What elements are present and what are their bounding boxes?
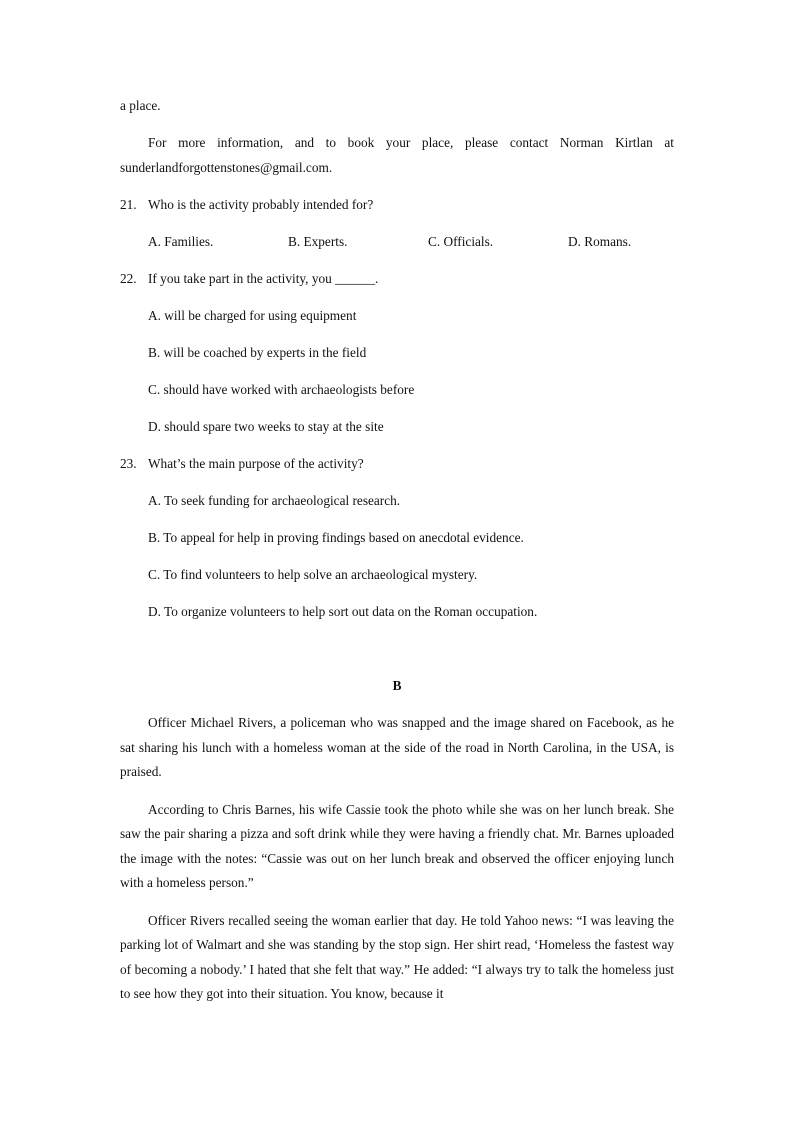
passage-a-contact: For more information, and to book your place, please contact Norman Kirtlan at sunderlandforgottenstones@gmail.com. [120,135,674,175]
question-21-options [120,230,674,254]
option-b: B. To appeal for help in proving findings based on anecdotal evidence. [148,530,524,545]
passage-b-paragraph-3: Officer Rivers recalled seeing the woman earlier that day. He told Yahoo news: “I was leaving the parking lot of Walmart and she was standing by the stop sign. Her shirt read, ‘Homeless the fastest way of becoming a nobody.’ I hated that she felt that way.” He added: “I always try to talk the homeless just to see how they got into their situation. You know, because it [120,912,674,1001]
section-title-b: B [392,678,402,693]
option-a: A. Families. [148,234,214,249]
question-text: If you take part in the activity, you ______. [148,271,379,286]
passage-b-paragraph-1: Officer Michael Rivers, a policeman who was snapped and the image shared on Facebook, as he sat sharing his lunch with a homeless woman at the side of the road in North Carolina, in the USA, is praised. [120,715,674,779]
question-21 [120,193,674,217]
question-23 [120,452,674,476]
option-d: D. should spare two weeks to stay at the site [148,419,384,434]
option-c: C. Officials. [428,234,494,249]
option-d: D. To organize volunteers to help sort out data on the Roman occupation. [148,604,538,619]
question-number: 21. [120,197,137,212]
question-22 [120,267,674,291]
option-d: D. Romans. [568,234,632,249]
passage-b-paragraph-2: According to Chris Barnes, his wife Cassie took the photo while she was on her lunch break. She saw the pair sharing a pizza and soft drink while they were having a friendly chat. Mr. Barnes uploaded the image with the notes: “Cassie was out on her lunch break and observed the officer enjoying lunch with a homeless person.” [120,801,674,890]
question-number: 22. [120,271,137,286]
option-a: A. To seek funding for archaeological research. [148,493,401,508]
option-c: C. should have worked with archaeologists before [148,382,415,397]
question-text: What’s the main purpose of the activity? [148,456,364,471]
document-page [120,94,674,1007]
option-c: C. To find volunteers to help solve an archaeological mystery. [148,567,478,582]
option-b: B. will be coached by experts in the field [148,345,367,360]
option-b: B. Experts. [288,234,348,249]
option-a: A. will be charged for using equipment [148,308,357,323]
passage-a-fragment: a place. [120,98,161,113]
question-number: 23. [120,456,137,471]
question-text: Who is the activity probably intended for? [148,197,374,212]
